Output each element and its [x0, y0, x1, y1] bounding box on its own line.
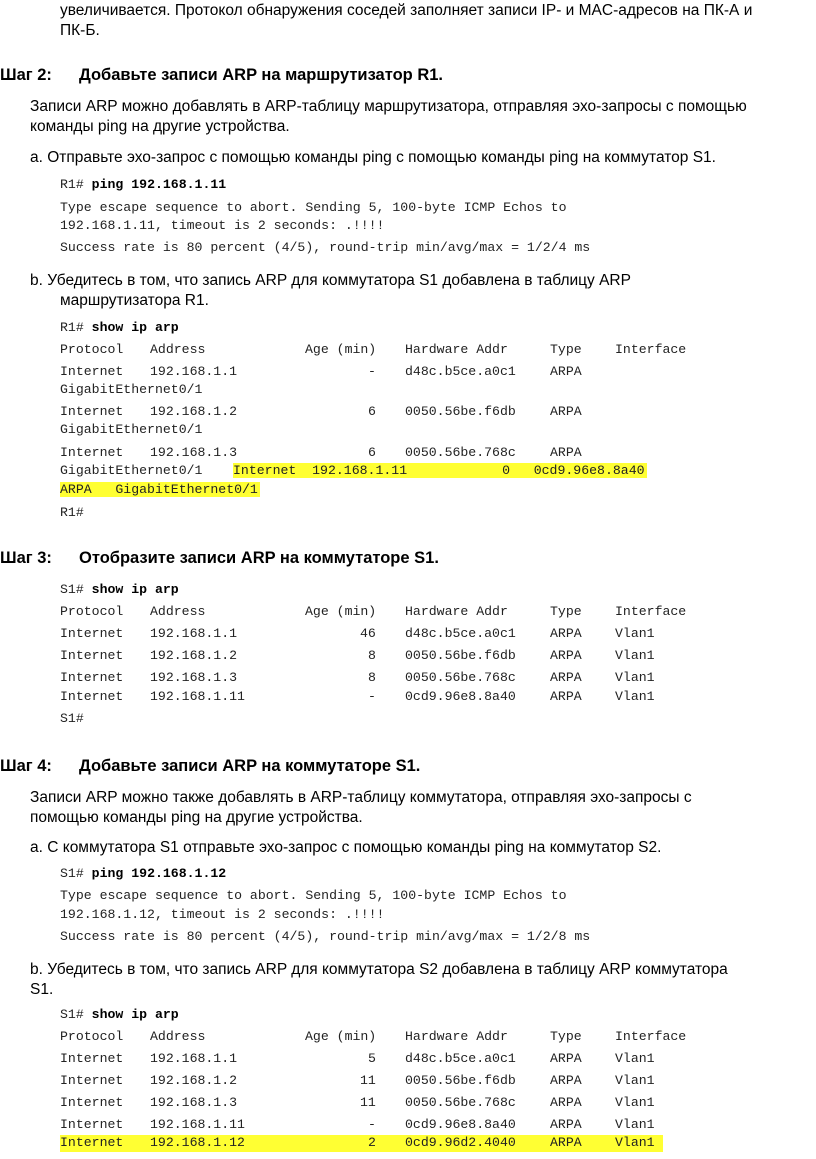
- cell-age: 8: [368, 648, 376, 663]
- cell-interface: Vlan1: [615, 670, 655, 685]
- step4-arp-command: [60, 1007, 179, 1022]
- cell-type: ARPA: [550, 445, 582, 460]
- cell-type: ARPA: [550, 1117, 582, 1132]
- prompt: S1#: [60, 866, 84, 881]
- cell-hardware-addr: 0050.56be.f6db: [405, 1073, 516, 1088]
- cell-interface: Vlan1: [615, 1135, 655, 1150]
- header-protocol: Protocol: [60, 604, 124, 619]
- step2-ping-output-3: Success rate is 80 percent (4/5), round-trip min/avg/max = 1/2/4 ms: [60, 240, 591, 255]
- cell-address: 192.168.1.2: [150, 1073, 238, 1088]
- cell-type: ARPA: [550, 1135, 582, 1150]
- cell-hardware-addr: 0050.56be.f6db: [405, 404, 516, 419]
- header-hardware-addr: Hardware Addr: [405, 1029, 508, 1044]
- cell-age: -: [368, 689, 376, 704]
- step2-ping-output-2: 192.168.1.11, timeout is 2 seconds: .!!!!: [60, 218, 385, 233]
- step3-arp-command: [60, 582, 179, 597]
- cell-type: ARPA: [550, 1095, 582, 1110]
- cell-age: 46: [360, 626, 376, 641]
- cell-age: 6: [368, 445, 376, 460]
- cell-address: 192.168.1.3: [150, 670, 238, 685]
- step4-substep-b-2: S1.: [30, 981, 54, 998]
- cell-protocol: Internet: [60, 648, 124, 663]
- step2-title: Добавьте записи ARP на маршрутизатор R1.: [79, 66, 444, 84]
- cell-type: ARPA: [550, 670, 582, 685]
- cell-hardware-addr: 0cd9.96e8.8a40: [405, 689, 516, 704]
- cell-protocol: Internet: [60, 364, 124, 379]
- header-interface: Interface: [615, 1029, 687, 1044]
- cell-age: 11: [360, 1095, 376, 1110]
- header-address: Address: [150, 1029, 206, 1044]
- header-address: Address: [150, 604, 206, 619]
- step4-desc-2: помощью команды ping на другие устройства.: [30, 809, 363, 826]
- header-age: Age (min): [305, 1029, 377, 1044]
- cell-address: 192.168.1.2: [150, 404, 238, 419]
- header-type: Type: [550, 1029, 582, 1044]
- header-age: Age (min): [305, 604, 377, 619]
- cell-type: ARPA: [550, 364, 582, 379]
- cell-hardware-addr: d48c.b5ce.a0c1: [405, 1051, 516, 1066]
- cell-address: 192.168.1.1: [150, 626, 238, 641]
- header-interface: Interface: [615, 604, 687, 619]
- cell-address: 192.168.1.3: [150, 445, 238, 460]
- cell-type: ARPA: [550, 1051, 582, 1066]
- cell-protocol: Internet: [60, 670, 124, 685]
- step4-ping-command: [60, 866, 226, 881]
- cell-protocol: Internet: [60, 1135, 124, 1150]
- cell-protocol: Internet: [60, 1117, 124, 1132]
- cell-interface: Vlan1: [615, 1095, 655, 1110]
- cell-interface: Vlan1: [615, 1073, 655, 1088]
- cell-protocol: Internet: [60, 1095, 124, 1110]
- cell-hardware-addr: 0cd9.96e8.8a40: [405, 1117, 516, 1132]
- header-type: Type: [550, 604, 582, 619]
- step2-desc-2: команды ping на другие устройства.: [30, 118, 290, 135]
- highlighted-arp-entry-line-1: Internet 192.168.1.11 0 0cd9.96e8.8a40: [233, 463, 645, 478]
- cell-age: 5: [368, 1051, 376, 1066]
- step3-end-prompt: S1#: [60, 711, 84, 726]
- highlighted-arp-row: [60, 1135, 663, 1152]
- command: show ip arp: [91, 1007, 179, 1022]
- prompt: S1#: [60, 582, 84, 597]
- cell-protocol: Internet: [60, 445, 124, 460]
- header-interface: Interface: [615, 342, 687, 357]
- header-age: Age (min): [305, 342, 377, 357]
- cell-hardware-addr: d48c.b5ce.a0c1: [405, 364, 516, 379]
- cell-interface: Vlan1: [615, 689, 655, 704]
- cell-type: ARPA: [550, 648, 582, 663]
- cell-interface: GigabitEthernet0/1: [60, 463, 203, 478]
- cell-address: 192.168.1.1: [150, 364, 238, 379]
- step2-desc-1: Записи ARP можно добавлять в ARP-таблицу маршрутизатора, отправляя эхо-запросы с помощью: [30, 98, 747, 115]
- cell-type: ARPA: [550, 404, 582, 419]
- step2-ping-command: [60, 177, 226, 192]
- cell-type: ARPA: [550, 689, 582, 704]
- header-protocol: Protocol: [60, 1029, 124, 1044]
- cell-age: 8: [368, 670, 376, 685]
- cell-hardware-addr: d48c.b5ce.a0c1: [405, 626, 516, 641]
- cell-age: -: [368, 364, 376, 379]
- cell-hardware-addr: 0050.56be.768c: [405, 1095, 516, 1110]
- cell-interface: GigabitEthernet0/1: [60, 382, 203, 397]
- cell-age: 2: [368, 1135, 376, 1150]
- cell-age: -: [368, 1117, 376, 1132]
- cell-address: 192.168.1.11: [150, 1117, 245, 1132]
- step2-number: Шаг 2:: [0, 66, 52, 84]
- prompt: R1#: [60, 177, 84, 192]
- command: show ip arp: [91, 582, 179, 597]
- cell-hardware-addr: 0050.56be.f6db: [405, 648, 516, 663]
- cell-hardware-addr: 0cd9.96d2.4040: [405, 1135, 516, 1150]
- cell-address: 192.168.1.2: [150, 648, 238, 663]
- cell-age: 6: [368, 404, 376, 419]
- cell-address: 192.168.1.3: [150, 1095, 238, 1110]
- header-address: Address: [150, 342, 206, 357]
- cell-hardware-addr: 0050.56be.768c: [405, 670, 516, 685]
- cell-type: ARPA: [550, 626, 582, 641]
- command: ping 192.168.1.12: [91, 866, 227, 881]
- prompt: R1#: [60, 320, 84, 335]
- intro-line-2: ПК-Б.: [60, 22, 100, 39]
- cell-address: 192.168.1.1: [150, 1051, 238, 1066]
- step3-title: Отобразите записи ARP на коммутаторе S1.: [79, 549, 439, 567]
- cell-interface: GigabitEthernet0/1: [60, 422, 203, 437]
- cell-hardware-addr: 0050.56be.768c: [405, 445, 516, 460]
- step4-desc-1: Записи ARP можно также добавлять в ARP-таблицу коммутатора, отправляя эхо-запросы с: [30, 789, 692, 806]
- cell-address: 192.168.1.11: [150, 689, 245, 704]
- step4-substep-b-1: b. Убедитесь в том, что запись ARP для коммутатора S2 добавлена в таблицу ARP коммутатора: [30, 961, 728, 978]
- step4-number: Шаг 4:: [0, 757, 52, 775]
- intro-line-1: увеличивается. Протокол обнаружения соседей заполняет записи IP- и MAC-адресов на ПК-А и: [60, 2, 753, 19]
- header-hardware-addr: Hardware Addr: [405, 342, 508, 357]
- command: ping 192.168.1.11: [91, 177, 227, 192]
- cell-protocol: Internet: [60, 689, 124, 704]
- step2-ping-output-1: Type escape sequence to abort. Sending 5, 100-byte ICMP Echos to: [60, 200, 567, 215]
- cell-interface: Vlan1: [615, 626, 655, 641]
- cell-protocol: Internet: [60, 404, 124, 419]
- step4-ping-output-2: 192.168.1.12, timeout is 2 seconds: .!!!!: [60, 907, 385, 922]
- cell-protocol: Internet: [60, 1051, 124, 1066]
- step2-substep-b-2: маршрутизатора R1.: [60, 292, 209, 309]
- step4-substep-a: a. С коммутатора S1 отправьте эхо-запрос с помощью команды ping на коммутатор S2.: [30, 839, 662, 856]
- cell-type: ARPA: [550, 1073, 582, 1088]
- step2-arp-command: [60, 320, 179, 335]
- cell-interface: Vlan1: [615, 1117, 655, 1132]
- prompt: S1#: [60, 1007, 84, 1022]
- command: show ip arp: [91, 320, 179, 335]
- step2-substep-b-1: b. Убедитесь в том, что запись ARP для коммутатора S1 добавлена в таблицу ARP: [30, 272, 631, 289]
- cell-protocol: Internet: [60, 1073, 124, 1088]
- header-type: Type: [550, 342, 582, 357]
- step4-ping-output-3: Success rate is 80 percent (4/5), round-trip min/avg/max = 1/2/8 ms: [60, 929, 591, 944]
- cell-interface: Vlan1: [615, 1051, 655, 1066]
- header-hardware-addr: Hardware Addr: [405, 604, 508, 619]
- step4-ping-output-1: Type escape sequence to abort. Sending 5, 100-byte ICMP Echos to: [60, 888, 567, 903]
- highlighted-arp-entry-line-2: ARPA GigabitEthernet0/1: [60, 482, 258, 497]
- header-protocol: Protocol: [60, 342, 124, 357]
- cell-age: 11: [360, 1073, 376, 1088]
- step4-title: Добавьте записи ARP на коммутаторе S1.: [79, 757, 421, 775]
- step3-number: Шаг 3:: [0, 549, 52, 567]
- step2-end-prompt: R1#: [60, 505, 84, 520]
- cell-interface: Vlan1: [615, 648, 655, 663]
- step2-substep-a: a. Отправьте эхо-запрос с помощью команды ping с помощью команды ping на коммутатор S1.: [30, 149, 716, 166]
- cell-protocol: Internet: [60, 626, 124, 641]
- cell-address: 192.168.1.12: [150, 1135, 245, 1150]
